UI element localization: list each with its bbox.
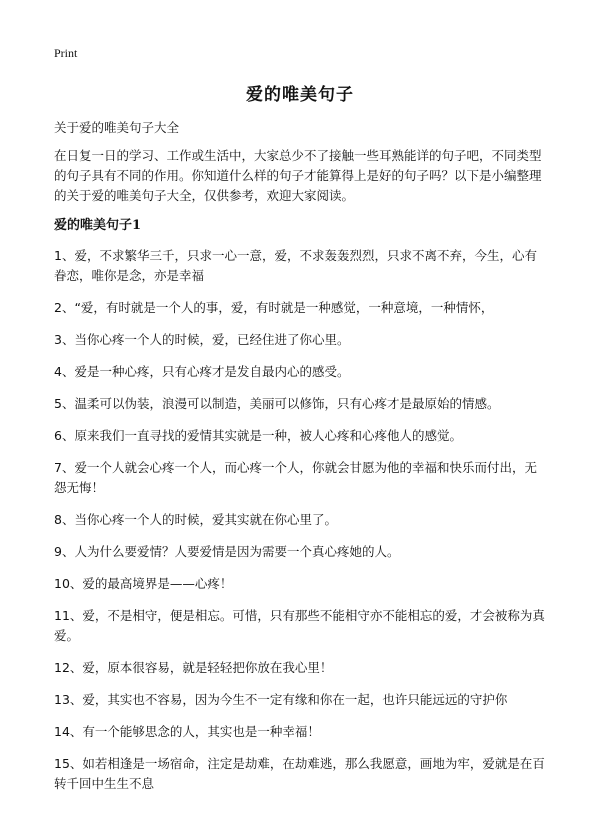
list-item: 2、“爱，有时就是一个人的事，爱，有时就是一种感觉，一种意境，一种情怀， <box>54 300 494 315</box>
list-item: 14、有一个能够思念的人，其实也是一种幸福！ <box>54 724 320 739</box>
list-item: 4、爱是一种心疼，只有心疼才是发自最内心的感受。 <box>54 364 350 379</box>
list-item: 11、爱，不是相守，便是相忘。可惜，只有那些不能相守亦不能相忘的爱，才会被称为真爱。 <box>54 608 545 643</box>
list-item: 10、爱的最高境界是——心疼！ <box>54 576 233 591</box>
list-item: 6、原来我们一直寻找的爱情其实就是一种，被人心疼和心疼他人的感觉。 <box>54 428 462 443</box>
list-item: 9、人为什么要爱情？人要爱情是因为需要一个真心疼她的人。 <box>54 544 400 559</box>
list-item: 5、温柔可以伪装，浪漫可以制造，美丽可以修饰，只有心疼才是最原始的情感。 <box>54 396 500 411</box>
list-item: 12、爱，原本很容易，就是轻轻把你放在我心里！ <box>54 660 333 675</box>
list-item: 1、爱，不求繁华三千，只求一心一意，爱，不求轰轰烈烈，只求不离不弃，今生，心有眷恋，唯你是念，亦是幸福 <box>54 248 537 283</box>
intro-paragraph: 在日复一日的学习、工作或生活中，大家总少不了接触一些耳熟能详的句子吧，不同类型的句子具有不同的作用。你知道什么样的句子才能算得上是好的句子吗？以下是小编整理的关于爱的唯美句子大全，仅供参考，欢迎大家阅读。 <box>54 148 542 203</box>
list-item: 7、爱一个人就会心疼一个人，而心疼一个人，你就会甘愿为他的幸福和快乐而付出，无怨无悔！ <box>54 460 537 495</box>
list-item: 15、如若相逢是一场宿命，注定是劫难，在劫难逃，那么我愿意，画地为牢，爱就是在百转千回中生生不息 <box>54 756 545 791</box>
page-title: 爱的唯美句子 <box>246 85 354 105</box>
list-item: 13、爱，其实也不容易，因为今生不一定有缘和你在一起，也许只能远远的守护你 <box>54 692 508 707</box>
list-item: 8、当你心疼一个人的时候，爱其实就在你心里了。 <box>54 512 337 527</box>
list-item: 3、当你心疼一个人的时候，爱，已经住进了你心里。 <box>54 332 350 347</box>
section-heading: 爱的唯美句子1 <box>54 218 142 233</box>
article-subtitle: 关于爱的唯美句子大全 <box>54 120 180 135</box>
print-link[interactable]: Print <box>54 46 78 60</box>
article-body <box>54 118 548 806</box>
